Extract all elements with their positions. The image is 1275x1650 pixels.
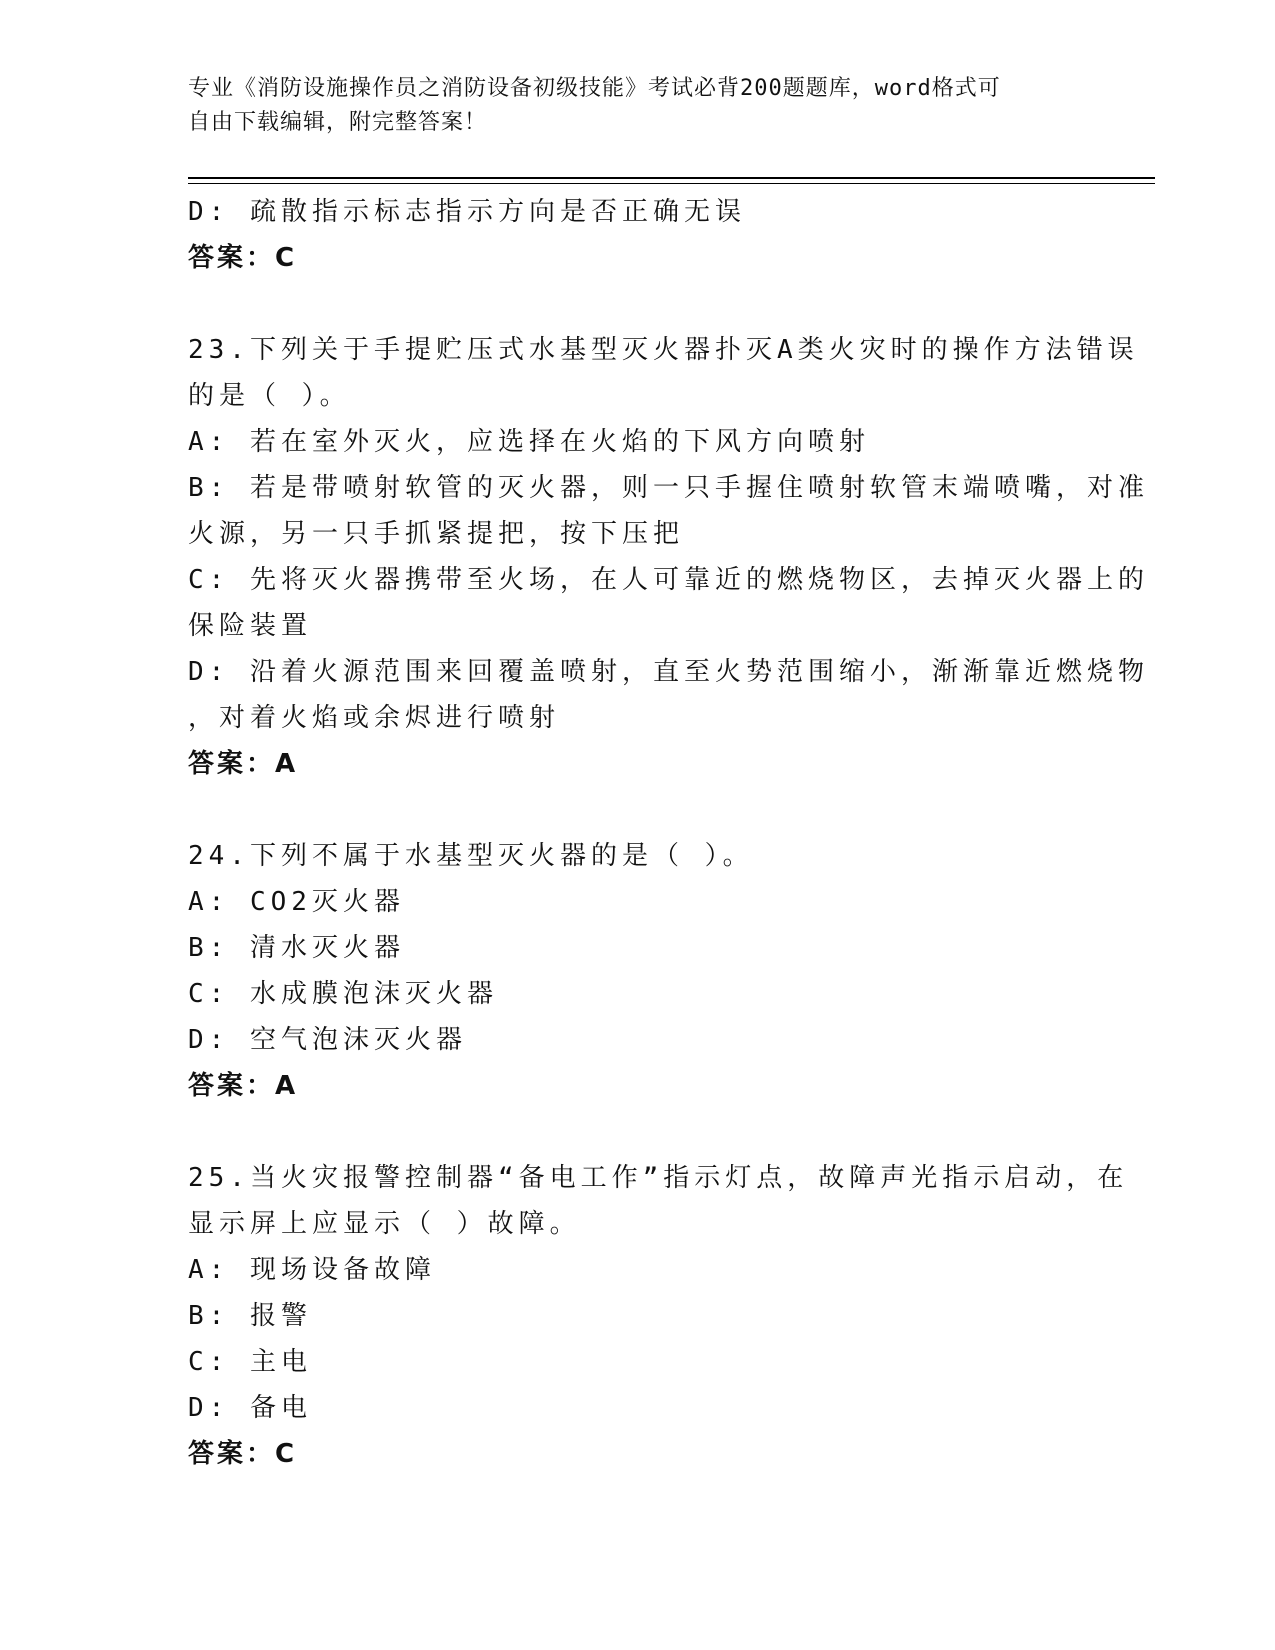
answer: 答案：C — [188, 243, 298, 273]
option-d-cont: ，对着火焰或余烬进行喷射 — [188, 703, 561, 733]
option-a: A: CO2灭火器 — [188, 887, 405, 917]
option-b-cont: 火源，另一只手抓紧提把，按下压把 — [188, 519, 685, 549]
question-stem: 23.下列关于手提贮压式水基型灭火器扑灭A类火灾时的操作方法错误 — [188, 335, 1139, 365]
header-title-line-1: 专业《消防设施操作员之消防设备初级技能》考试必背200题题库，word格式可 — [188, 76, 1001, 101]
question-24 — [188, 833, 1068, 1109]
question-stem: 24.下列不属于水基型灭火器的是（ ）。 — [188, 841, 754, 871]
question-25 — [188, 1155, 1129, 1477]
question-stem: 25.当火灾报警控制器“备电工作”指示灯点，故障声光指示启动，在 — [188, 1163, 1129, 1193]
option-a: A: 现场设备故障 — [188, 1255, 436, 1285]
page-header — [188, 72, 1068, 140]
question-stem-cont: 显示屏上应显示（ ）故障。 — [188, 1209, 581, 1239]
option-d: D: 备电 — [188, 1393, 312, 1423]
question-22-continued — [188, 189, 1068, 281]
option-b: B: 报警 — [188, 1301, 312, 1331]
option-d: D: 空气泡沫灭火器 — [188, 1025, 467, 1055]
option-c: C: 主电 — [188, 1347, 312, 1377]
document-body — [188, 189, 1149, 1477]
option-b: B: 清水灭火器 — [188, 933, 405, 963]
option-b: B: 若是带喷射软管的灭火器，则一只手握住喷射软管末端喷嘴，对准 — [188, 473, 1149, 503]
option-d: D: 沿着火源范围来回覆盖喷射，直至火势范围缩小，渐渐靠近燃烧物 — [188, 657, 1149, 687]
spacer — [188, 1109, 1068, 1155]
header-title-line-2: 自由下载编辑，附完整答案！ — [188, 110, 488, 135]
answer: 答案：A — [188, 749, 299, 779]
answer: 答案：A — [188, 1071, 299, 1101]
spacer — [188, 281, 1068, 327]
header-rule-thin — [188, 183, 1155, 184]
spacer — [188, 787, 1068, 833]
option-c-cont: 保险装置 — [188, 611, 313, 641]
question-23 — [188, 327, 1149, 787]
option-d: D: 疏散指示标志指示方向是否正确无误 — [188, 197, 746, 227]
header-rule-thick — [188, 177, 1155, 179]
answer: 答案：C — [188, 1439, 298, 1469]
option-c: C: 水成膜泡沫灭火器 — [188, 979, 498, 1009]
option-a: A: 若在室外灭火，应选择在火焰的下风方向喷射 — [188, 427, 870, 457]
option-c: C: 先将灭火器携带至火场，在人可靠近的燃烧物区，去掉灭火器上的 — [188, 565, 1149, 595]
question-stem-cont: 的是（ ）。 — [188, 381, 351, 411]
